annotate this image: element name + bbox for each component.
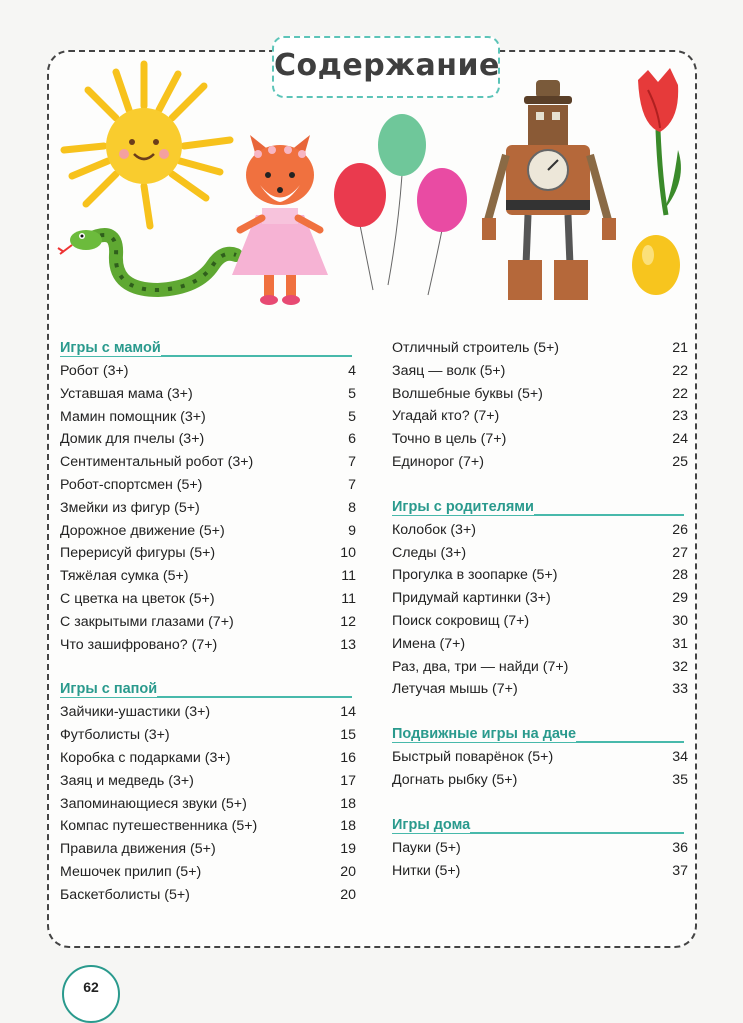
tulip-icon <box>638 68 681 215</box>
toc-entry-title: Дорожное движение (5+) <box>60 522 225 539</box>
toc-entry-title: Робот-спортсмен (5+) <box>60 476 203 493</box>
section-heading <box>60 340 356 360</box>
toc-entry <box>392 386 688 409</box>
toc-left-column <box>60 340 356 910</box>
toc-entry-page: 20 <box>340 863 356 880</box>
toc-entry <box>392 840 688 863</box>
toc-entry-page: 14 <box>340 704 356 721</box>
robot-icon <box>482 80 616 300</box>
toc-entry-page: 21 <box>672 340 688 356</box>
toc-entry-page: 27 <box>672 544 688 561</box>
toc-entry-title: Мамин помощник (3+) <box>60 408 206 425</box>
toc-entry <box>60 454 356 477</box>
toc-entry-page: 31 <box>672 635 688 652</box>
toc-entry <box>60 386 356 409</box>
toc-entry-page: 16 <box>340 749 356 766</box>
section-gap <box>392 795 688 817</box>
toc-entry-page: 5 <box>348 385 356 402</box>
toc-entry-page: 22 <box>672 362 688 379</box>
toc-entry <box>60 796 356 819</box>
toc-entry <box>60 523 356 546</box>
toc-entry <box>60 750 356 773</box>
toc-entry-title: Пауки (5+) <box>392 839 461 856</box>
section-heading <box>392 499 688 519</box>
sun-icon <box>64 64 230 226</box>
balloons-icon <box>334 114 467 295</box>
toc-entry <box>392 636 688 659</box>
section-heading-text: Игры с папой <box>60 681 158 698</box>
toc-entry-title: Раз, два, три — найди (7+) <box>392 658 569 675</box>
toc-entry-title: Имена (7+) <box>392 635 466 652</box>
snake-icon <box>58 230 236 290</box>
toc-entry <box>392 681 688 704</box>
toc-entry-title: Поиск сокровищ (7+) <box>392 612 530 629</box>
toc-entry <box>60 727 356 750</box>
toc-entry <box>60 477 356 500</box>
toc-entry-page: 34 <box>672 749 688 766</box>
toc-entry-page: 25 <box>672 453 688 470</box>
toc-entry-title: Точно в цель (7+) <box>392 431 507 448</box>
toc-entry <box>392 522 688 545</box>
toc-entry <box>60 591 356 614</box>
toc-entry <box>60 704 356 727</box>
toc-entry <box>60 887 356 910</box>
toc-entry <box>60 864 356 887</box>
toc-entry-title: Прогулка в зоопарке (5+) <box>392 567 558 584</box>
toc-entry-title: Футболисты (3+) <box>60 727 170 744</box>
toc-entry-title: Следы (3+) <box>392 544 467 561</box>
toc-entry-page: 36 <box>672 839 688 856</box>
toc-entry-page: 30 <box>672 612 688 629</box>
toc-entry-title: Змейки из фигур (5+) <box>60 499 200 516</box>
toc-entry-title: Быстрый поварёнок (5+) <box>392 749 554 766</box>
toc-entry <box>392 340 688 363</box>
toc-entry-title: Заяц — волк (5+) <box>392 362 506 379</box>
toc-entry <box>392 590 688 613</box>
toc-entry-page: 12 <box>340 613 356 630</box>
toc-entry-page: 35 <box>672 771 688 788</box>
toc-entry <box>392 613 688 636</box>
toc-entry <box>392 454 688 477</box>
toc-entry-title: Колобок (3+) <box>392 521 476 538</box>
toc-entry-title: Робот (3+) <box>60 363 129 379</box>
toc-entry <box>392 408 688 431</box>
toc-entry-title: Коробка с подарками (3+) <box>60 749 231 766</box>
toc-entry <box>392 545 688 568</box>
toc-entry-title: Нитки (5+) <box>392 862 461 879</box>
toc-entry-title: Придумай картинки (3+) <box>392 590 551 607</box>
toc-entry-title: Сентиментальный робот (3+) <box>60 454 254 471</box>
page-number: 62 <box>62 965 120 1023</box>
toc-entry-page: 4 <box>348 363 356 379</box>
toc-entry-page: 32 <box>672 658 688 675</box>
toc-entry-page: 18 <box>340 795 356 812</box>
toc-right-column <box>392 340 688 885</box>
toc-entry <box>392 863 688 886</box>
toc-entry-title: Запоминающиеся звуки (5+) <box>60 795 247 812</box>
toc-entry <box>60 409 356 432</box>
toc-entry-page: 17 <box>340 772 356 789</box>
toc-entry-page: 22 <box>672 385 688 402</box>
toc-entry <box>392 567 688 590</box>
section-heading <box>60 681 356 701</box>
toc-entry-page: 37 <box>672 862 688 879</box>
toc-entry-page: 7 <box>348 476 356 493</box>
toc-entry <box>60 363 356 386</box>
toc-entry-title: Компас путешественника (5+) <box>60 818 258 835</box>
toc-entry-title: Отличный строитель (5+) <box>392 340 560 356</box>
toc-entry-title: Угадай кто? (7+) <box>392 408 500 425</box>
toc-entry-page: 23 <box>672 408 688 425</box>
toc-entry <box>392 431 688 454</box>
toc-entry-title: Баскетболисты (5+) <box>60 886 190 903</box>
toc-entry-title: Уставшая мама (3+) <box>60 385 193 402</box>
toc-entry-title: С цветка на цветок (5+) <box>60 590 215 607</box>
toc-entry <box>60 841 356 864</box>
toc-entry-page: 18 <box>340 818 356 835</box>
toc-entry <box>392 659 688 682</box>
toc-entry-title: Догнать рыбку (5+) <box>392 771 518 788</box>
section-heading-text: Игры с родителями <box>392 498 534 515</box>
toc-entry-page: 7 <box>348 454 356 471</box>
toc-entry <box>60 500 356 523</box>
toc-entry-page: 26 <box>672 521 688 538</box>
toc-entry-title: Тяжёлая сумка (5+) <box>60 568 189 585</box>
toc-entry-title: Перерисуй фигуры (5+) <box>60 545 216 562</box>
toc-entry-title: Летучая мышь (7+) <box>392 681 518 698</box>
toc-entry-page: 6 <box>348 431 356 448</box>
toc-entry-title: Правила движения (5+) <box>60 841 216 858</box>
toc-entry <box>60 773 356 796</box>
toc-entry-title: Домик для пчелы (3+) <box>60 431 205 448</box>
page-title: Содержание <box>272 36 500 98</box>
toc-entry-page: 24 <box>672 431 688 448</box>
toc-entry-page: 33 <box>672 681 688 698</box>
toc-entry-title: Что зашифровано? (7+) <box>60 636 218 653</box>
toc-entry-title: Зайчики-ушастики (3+) <box>60 704 211 721</box>
toc-entry-title: Волшебные буквы (5+) <box>392 385 543 402</box>
toc-entry <box>392 363 688 386</box>
toc-entry-page: 19 <box>340 841 356 858</box>
toc-entry <box>60 545 356 568</box>
toc-entry <box>60 818 356 841</box>
toc-entry-page: 20 <box>340 886 356 903</box>
toc-entry-title: Заяц и медведь (3+) <box>60 772 194 789</box>
lemon-icon <box>632 235 680 295</box>
section-gap <box>392 704 688 726</box>
toc-entry <box>60 431 356 454</box>
toc-entry-page: 28 <box>672 567 688 584</box>
section-heading <box>392 817 688 837</box>
toc-entry-title: Мешочек прилип (5+) <box>60 863 202 880</box>
toc-entry <box>392 772 688 795</box>
toc-entry-page: 8 <box>348 499 356 516</box>
toc-entry-page: 29 <box>672 590 688 607</box>
section-heading <box>392 726 688 746</box>
toc-entry <box>60 637 356 660</box>
toc-entry <box>60 568 356 591</box>
toc-entry-page: 15 <box>340 727 356 744</box>
toc-entry-page: 11 <box>341 568 356 585</box>
toc-entry-page: 5 <box>348 408 356 425</box>
toc-entry-title: С закрытыми глазами (7+) <box>60 613 234 630</box>
toc-entry <box>60 614 356 637</box>
toc-entry-page: 10 <box>340 545 356 562</box>
section-gap <box>392 477 688 499</box>
toc-entry-title: Единорог (7+) <box>392 453 484 470</box>
section-heading-text: Игры с мамой <box>60 340 161 356</box>
toc-entry <box>392 749 688 772</box>
toc-entry-page: 9 <box>348 522 356 539</box>
fox-doll-icon <box>232 135 328 305</box>
section-heading-text: Игры дома <box>392 816 471 833</box>
section-heading-text: Подвижные игры на даче <box>392 726 577 743</box>
toc-entry-page: 11 <box>341 590 356 607</box>
section-gap <box>60 659 356 681</box>
toc-entry-page: 13 <box>340 636 356 653</box>
